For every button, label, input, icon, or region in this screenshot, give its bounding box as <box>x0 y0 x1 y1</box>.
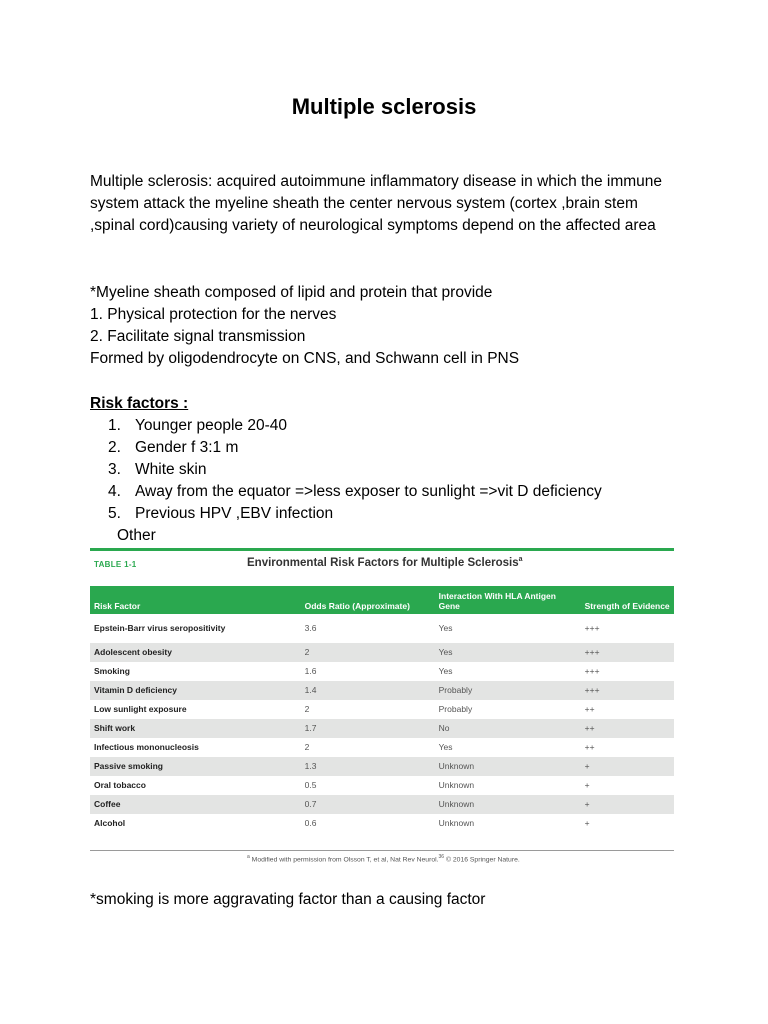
table-cell: +++ <box>584 666 600 676</box>
table-cell: + <box>581 757 674 776</box>
list-item <box>108 503 602 525</box>
table-row <box>90 814 674 833</box>
table-cell: ++ <box>584 704 595 714</box>
table-cell: Coffee <box>90 795 272 814</box>
page-title: Multiple sclerosis <box>291 94 477 119</box>
table-top-rule <box>90 548 674 551</box>
table-cell: Yes <box>435 643 581 662</box>
table-cell: ++ <box>581 719 674 738</box>
table-cell: No <box>435 719 581 738</box>
table-cell: 1.6 <box>304 666 317 676</box>
risk-factors-heading: Risk factors : <box>90 395 189 412</box>
table-cell: Vitamin D deficiency <box>90 681 272 700</box>
table-cell: Unknown <box>435 795 581 814</box>
table-cell: +++ <box>581 643 674 662</box>
table-cell: +++ <box>581 681 674 700</box>
list-text: Previous HPV ,EBV infection <box>135 505 334 522</box>
table-cell: Unknown <box>438 780 475 790</box>
table-cell: 1.3 <box>301 757 435 776</box>
table-cell: Adolescent obesity <box>90 643 272 662</box>
table-row <box>90 795 674 814</box>
table-spacer-cell <box>272 776 301 795</box>
table-cell: Probably <box>435 681 581 700</box>
table-cell: Yes <box>438 666 453 676</box>
table-cell: Yes <box>438 623 453 633</box>
list-item <box>108 459 602 481</box>
table-row <box>90 757 674 776</box>
risk-factors-list <box>108 415 602 525</box>
myelin-intro: *Myeline sheath composed of lipid and protein that provide <box>90 284 493 301</box>
list-number: 1. <box>108 417 121 434</box>
table-cell: 0.7 <box>301 795 435 814</box>
table-cell: 1.7 <box>301 719 435 738</box>
table-spacer-cell <box>272 643 301 662</box>
table-cell: Oral tobacco <box>94 780 146 790</box>
table-cell: Smoking <box>94 666 130 676</box>
footnote-tail: © 2016 Springer Nature. <box>444 856 520 864</box>
table-cell: Epstein-Barr virus seropositivity <box>94 623 226 633</box>
table-cell: Infectious mononucleosis <box>94 742 199 752</box>
column-header: Risk Factor <box>90 586 272 614</box>
table-cell: Unknown <box>438 818 475 828</box>
table-row <box>90 681 674 700</box>
table-row <box>90 738 674 757</box>
table-spacer-cell <box>272 719 301 738</box>
table-spacer-cell <box>272 614 301 643</box>
footnote-mark: a <box>247 854 250 860</box>
table-cell: 2 <box>304 742 310 752</box>
table-spacer-cell <box>272 681 301 700</box>
table-row <box>90 662 674 681</box>
table-cell: Yes <box>438 742 453 752</box>
table-body <box>90 614 674 833</box>
table-cell: 0.6 <box>304 818 317 828</box>
list-number: 3. <box>108 461 121 478</box>
column-spacer <box>272 586 301 614</box>
table-spacer-cell <box>272 814 301 833</box>
table-row <box>90 700 674 719</box>
list-text: Gender f 3:1 m <box>135 439 239 456</box>
column-header: Odds Ratio (Approximate) <box>301 586 435 614</box>
table-cell: + <box>581 795 674 814</box>
table-title-text: Environmental Risk Factors for Multiple Sclerosis <box>247 556 519 569</box>
risk-factor-table <box>90 586 674 833</box>
list-number: 2. <box>108 439 121 456</box>
table-label: TABLE 1-1 <box>94 560 137 569</box>
table-cell: 2 <box>304 704 310 714</box>
table-row <box>90 614 674 643</box>
myelin-section <box>90 282 680 370</box>
environmental-risk-table-figure <box>90 548 674 868</box>
list-number: 5. <box>108 505 121 522</box>
table-cell: Low sunlight exposure <box>94 704 187 714</box>
list-text: White skin <box>135 461 207 478</box>
list-item <box>108 437 602 459</box>
table-cell: + <box>584 780 590 790</box>
table-cell: 2 <box>301 643 435 662</box>
definition-paragraph: Multiple sclerosis: acquired autoimmune inflammatory disease in which the immune system attack the myeline sheath the center nervous system (cortex ,brain stem ,spinal cord)causing variety of neurological symptoms depend on the affected area <box>90 173 663 234</box>
table-cell: Shift work <box>90 719 272 738</box>
risk-factors-other: Other <box>117 527 156 544</box>
list-text: Away from the equator =>less exposer to sunlight =>vit D deficiency <box>135 483 602 500</box>
table-spacer-cell <box>272 795 301 814</box>
footnote-text: Modified with permission from Olsson T, et al, Nat Rev Neurol. <box>249 856 439 864</box>
list-item <box>108 415 602 437</box>
list-text: Younger people 20-40 <box>135 417 287 434</box>
column-header: Strength of Evidence <box>581 586 674 614</box>
table-cell: 1.4 <box>301 681 435 700</box>
table-row <box>90 643 674 662</box>
table-cell: ++ <box>584 742 595 752</box>
list-number: 4. <box>108 483 121 500</box>
footnote-ref: 36 <box>438 854 445 860</box>
table-spacer-cell <box>272 700 301 719</box>
list-item <box>108 481 602 503</box>
myelin-point: 1. Physical protection for the nerves <box>90 306 337 323</box>
table-footnote <box>247 854 520 863</box>
table-cell: Passive smoking <box>90 757 272 776</box>
table-bottom-rule <box>90 850 674 851</box>
myelin-point: 2. Facilitate signal transmission <box>90 328 306 345</box>
table-title-mark: a <box>518 556 523 563</box>
table-cell: Alcohol <box>94 818 126 828</box>
table-cell: Unknown <box>435 757 581 776</box>
table-cell: +++ <box>584 623 600 633</box>
table-cell: + <box>584 818 590 828</box>
table-cell: Probably <box>438 704 473 714</box>
table-row <box>90 776 674 795</box>
table-header-row <box>90 586 674 614</box>
column-header: Interaction With HLA Antigen Gene <box>435 586 581 614</box>
table-row <box>90 719 674 738</box>
myelin-formed-by: Formed by oligodendrocyte on CNS, and Schwann cell in PNS <box>90 350 520 367</box>
smoking-note: *smoking is more aggravating factor than a causing factor <box>90 891 486 908</box>
table-spacer-cell <box>272 738 301 757</box>
table-title <box>247 556 523 569</box>
table-spacer-cell <box>272 757 301 776</box>
table-cell: 0.5 <box>304 780 317 790</box>
table-cell: 3.6 <box>304 623 317 633</box>
table-spacer-cell <box>272 662 301 681</box>
